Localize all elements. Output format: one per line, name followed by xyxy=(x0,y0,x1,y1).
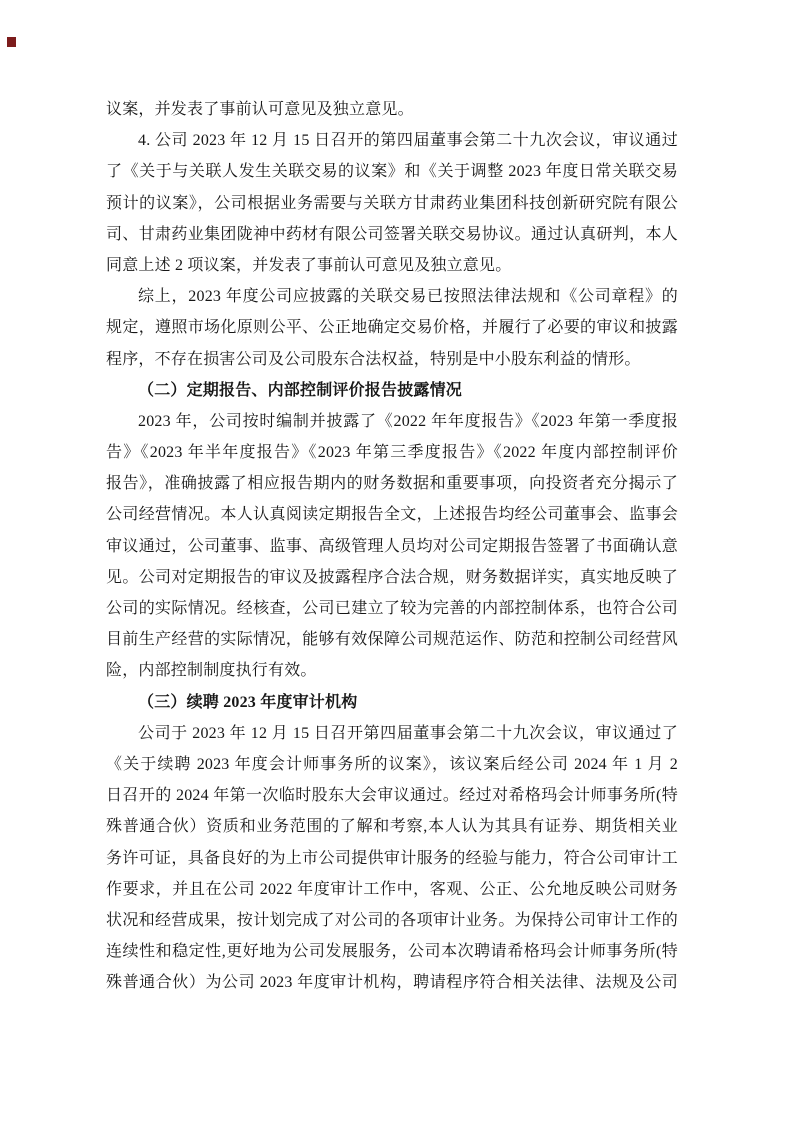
paragraph-line: 同意上述 2 项议案，并发表了事前认可意见及独立意见。 xyxy=(106,256,512,274)
paragraph-line: 殊普通合伙）资质和业务范围的了解和考察,本人认为其具有证券、期货相关业 xyxy=(106,818,678,836)
paragraph-line: 日召开的 2024 年第一次临时股东大会审议通过。经过对希格玛会计师事务所(特 xyxy=(106,787,678,805)
section-heading xyxy=(106,687,678,718)
paragraph-line: 4. 公司 2023 年 12 月 15 日召开的第四届董事会第二十九次会议，审议通过 xyxy=(138,132,678,150)
paragraph-line: 议案，并发表了事前认可意见及独立意见。 xyxy=(106,101,414,118)
paragraph xyxy=(106,94,678,125)
paragraph xyxy=(106,718,678,999)
paragraph-line: 作要求，并且在公司 2022 年度审计工作中，客观、公正、公允地反映公司财务 xyxy=(106,880,678,898)
paragraph-line: 状况和经营成果，按计划完成了对公司的各项审计业务。为保持公司审计工作的 xyxy=(106,911,678,929)
paragraph xyxy=(106,281,678,375)
paragraph-line: 连续性和稳定性,更好地为公司发展服务，公司本次聘请希格玛会计师事务所(特 xyxy=(106,943,678,961)
paragraph xyxy=(106,125,678,281)
paragraph-line: 目前生产经营的实际情况，能够有效保障公司规范运作、防范和控制公司经营风 xyxy=(106,631,678,649)
paragraph-line: 险，内部控制制度执行有效。 xyxy=(106,662,317,680)
paragraph-line: 审议通过，公司董事、监事、高级管理人员均对公司定期报告签署了书面确认意 xyxy=(106,537,678,555)
paragraph-line: 综上，2023 年度公司应披露的关联交易已按照法律法规和《公司章程》的 xyxy=(138,288,678,306)
paragraph-line: 公司的实际情况。经核查，公司已建立了较为完善的内部控制体系，也符合公司 xyxy=(106,600,678,617)
scan-artifact-mark xyxy=(7,37,16,47)
heading-line: （二）定期报告、内部控制评价报告披露情况 xyxy=(138,381,463,399)
paragraph-line: 见。公司对定期报告的审议及披露程序合法合规，财务数据详实，真实地反映了 xyxy=(106,568,678,586)
paragraph-line: 规定，遵照市场化原则公平、公正地确定交易价格，并履行了必要的审议和披露 xyxy=(106,319,678,337)
paragraph-line: 殊普通合伙）为公司 2023 年度审计机构，聘请程序符合相关法律、法规及公司 xyxy=(106,974,678,992)
paragraph-line: 程序，不存在损害公司及公司股东合法权益，特别是中小股东利益的情形。 xyxy=(106,350,641,368)
paragraph-line: 司、甘肃药业集团陇神中药材有限公司签署关联交易协议。通过认真研判，本人 xyxy=(106,225,678,243)
heading-line: （三）续聘 2023 年度审计机构 xyxy=(138,693,358,711)
section-heading xyxy=(106,375,678,406)
paragraph-line: 《关于续聘 2023 年度会计师事务所的议案》，该议案后经公司 2024 年 1 月 2 xyxy=(106,755,678,773)
paragraph-line: 告》《2023 年半年度报告》《2023 年第三季度报告》《2022 年度内部控制评价 xyxy=(106,444,678,462)
paragraph xyxy=(106,406,678,687)
paragraph-line: 2023 年，公司按时编制并披露了《2022 年年度报告》《2023 年第一季度报 xyxy=(138,412,678,430)
paragraph-line: 预计的议案》，公司根据业务需要与关联方甘肃药业集团科技创新研究院有限公 xyxy=(106,194,678,212)
paragraph-line: 务许可证，具备良好的为上市公司提供审计服务的经验与能力，符合公司审计工 xyxy=(106,849,678,867)
paragraph-line: 了《关于与关联人发生关联交易的议案》和《关于调整 2023 年度日常关联交易 xyxy=(106,163,678,181)
paragraph-line: 公司于 2023 年 12 月 15 日召开第四届董事会第二十九次会议，审议通过了 xyxy=(138,724,678,742)
paragraph-line: 报告》，准确披露了相应报告期内的财务数据和重要事项，向投资者充分揭示了 xyxy=(106,475,678,493)
document-content xyxy=(106,94,678,998)
paragraph-line: 公司经营情况。本人认真阅读定期报告全文，上述报告均经公司董事会、监事会 xyxy=(106,506,678,524)
